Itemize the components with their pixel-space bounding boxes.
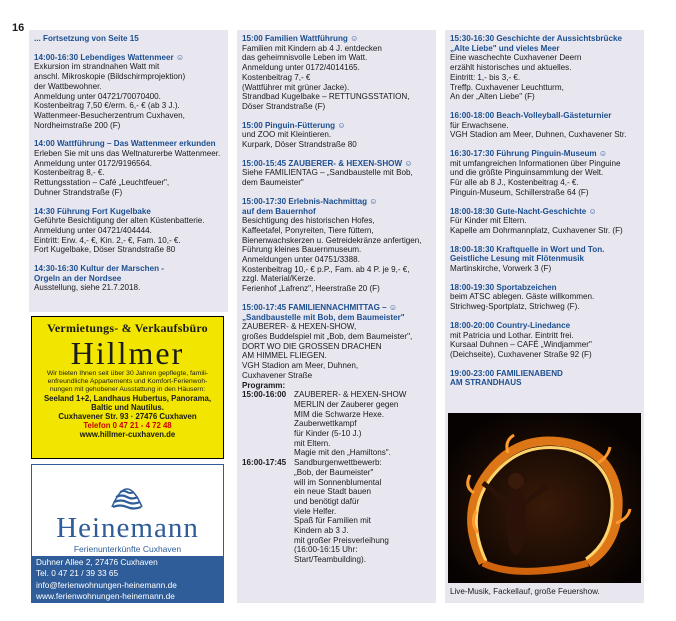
event-heading [34,264,223,274]
event-item [450,207,639,236]
hillmer-ad-title: Vermietungs- & Verkaufsbüro [47,321,208,335]
accessible-icon: ☺ [367,196,378,206]
heinemann-address: Duhner Allee 2, 27476 Cuxhaven [36,557,158,567]
program-line: mit großer Preisverleihung [294,535,389,545]
accessible-icon: ☺ [386,302,398,312]
event-text-line: Anmeldung unter 0172/4014165. [242,63,360,73]
event-heading [34,53,223,63]
accessible-icon: ☺ [335,120,346,130]
event-heading-line2: Geistliche Lesung mit Flötenmusik [450,254,585,264]
heinemann-web-link[interactable]: www.ferienwohnungen-heinemann.de [36,591,175,602]
accessible-icon: ☺ [347,34,359,43]
program-line: ein neue Stadt bauen [294,487,371,497]
event-item [242,159,431,188]
event-text-line: Geführte Besichtigung der alten Küstenbatterie. [34,216,205,226]
program-line: für Kinder (5-10 J.) [294,429,362,439]
program-line: Kindern ab 3 J. [294,526,349,536]
program-line: Start/Teambuilding). [294,555,366,565]
event-heading [242,34,431,44]
event-text-line: das geheimnisvolle Leben im Watt. [242,53,368,63]
program-line: mit Eltern. [294,438,331,448]
event-text-line: Besichtigung des historischen Hofes, [242,216,375,226]
hillmer-ad [31,316,224,459]
event-text-line: beim ATSC ablegen. Gäste willkommen. [450,292,595,302]
hillmer-ad-text [32,370,223,394]
hillmer-ad-name: Hillmer [70,335,185,371]
accessible-icon: ☺ [586,206,597,216]
event-heading-text: 14:00 Wattführung – Das Wattenmeer erkunden [34,139,216,149]
event-heading-text: 18:00-19:30 Sportabzeichen [450,282,557,292]
event-text-line: Kaffeetafel, Ponyreiten, Tiere füttern, [242,225,374,235]
event-text-line: Nordheimstraße 200 (F) [34,120,121,130]
event-text-line: und ZOO mit Kleintieren. [242,130,332,140]
event-text-line: dem Baumeister" [242,178,304,188]
program-line: (16:00-16:15 Uhr: [294,545,358,555]
event-heading [242,121,431,131]
event-heading [450,111,639,121]
event-text-line: Eine waschechte Cuxhavener Deern [450,53,582,63]
program-line: MERLIN der Zauberer gegen [294,399,399,409]
event-heading-text: 16:00-18:00 Beach-Volleyball-Gästeturnier [450,110,612,120]
event-text-line: Rettungsstation – Café „Leuchtfeuer", [34,178,170,188]
hillmer-address: Cuxhavener Str. 93 · 27476 Cuxhaven [58,412,197,421]
event-text-line: Kostenbeitrag 7,- € [242,72,311,82]
event-text-line: VGH Stadion am Meer, Duhnen, [242,361,359,371]
event-text-line: Kursaal Duhnen – CAFÉ „Windjammer" [450,340,592,350]
event-item [242,303,431,381]
event-heading [450,369,639,379]
photo-caption: Live-Musik, Fackellauf, große Feuershow. [450,587,600,596]
event-item [242,197,431,294]
event-item [450,111,639,140]
program-line: „Bob, der Baumeister" [294,467,374,477]
heinemann-contact [32,556,223,602]
event-heading-text: 14:30-16:30 Kultur der Marschen - [34,264,164,274]
event-text-line: Für Kinder mit Eltern. [450,216,527,226]
event-text-line: mit umfangreichen Informationen über Pinguine [450,158,621,168]
event-heading-text: 15:30-16:30 Geschichte der Aussichtsbrücke [450,34,622,43]
event-text-line: zzgl. Material/Kerze. [242,274,316,284]
program-line: und benötigt dafür [294,496,360,506]
event-text-line: Wattenmeer-Besucherzentrum Cuxhaven, [34,110,185,120]
event-heading-line2: „Alte Liebe" und vieles Meer [450,43,560,53]
event-heading [242,197,431,207]
event-text-line: (Wattführer mit grüner Jacke). [242,82,350,92]
hillmer-text-line: Wir bieten Ihnen seit über 30 Jahren gepflegte, famili- [46,370,209,377]
event-text-line: Cuxhavener Straße [242,370,313,380]
event-text-line: Eintritt: 1,- bis 3,- €. [450,72,521,82]
event-text-line: Führung kleines Bauernmuseum. [242,245,362,255]
event-text-line: Döser Strandstraße (F) [242,101,326,111]
event-text-line: Ferienhof „Lafrenz", Heerstraße 20 (F) [242,284,380,294]
program-time: 16:00-17:45 [242,458,287,468]
event-heading [450,245,639,255]
fire-show-image [448,413,641,583]
heinemann-phone: Tel. 0 47 21 / 39 33 65 [36,568,119,579]
fire-show-photo [448,413,641,583]
event-item [242,34,431,112]
program-row [242,458,431,565]
event-text-line: der Wattbewohner. [34,81,102,91]
event-heading [242,303,431,313]
event-text-line: Strandbad Kugelbake – RETTUNGSSTATION, [242,92,410,102]
event-text-line: Anmeldung unter 04721/70070400. [34,91,161,101]
event-heading-line2: AM STRANDHAUS [450,378,522,388]
event-heading-text: 15:00 Pinguin-Fütterung [242,120,336,130]
event-text-line: Anmeldung unter 0172/9196564. [34,158,152,168]
heinemann-subtitle: Ferienunterkünfte Cuxhaven [73,544,182,554]
program-description [294,458,431,565]
hillmer-text-line: enfreundliche Appartements und Komfort-Ferienwoh- [47,378,208,385]
event-heading [34,139,223,149]
event-heading [450,321,639,331]
event-text-line: AM HIMMEL FLIEGEN. [242,351,327,361]
program-line: viele Helfer. [294,506,337,516]
event-item [450,34,639,102]
event-text-line: Exkursion im strandnahen Watt mit [34,62,160,72]
heinemann-email-link[interactable]: info@ferienwohnungen-heinemann.de [36,579,177,590]
event-text-line: Anmeldungen unter 04751/3388. [242,255,360,265]
program-line: ZAUBERER- & HEXEN-SHOW [294,390,407,400]
event-text-line: Kostenbeitrag 8,- €. [34,168,105,178]
program-block [242,381,431,565]
event-item [34,53,223,131]
event-text-line: Eintritt: Erw. 4,- €, Kin. 2,- €, Fam. 10,- €. [34,235,181,245]
event-item [450,245,639,274]
event-text-line: Fort Kugelbake, Döser Strandstraße 80 [34,245,176,255]
column-1 [29,30,228,312]
program-line: Magie mit den „Hamiltons". [294,448,391,458]
event-heading [34,207,223,217]
event-item [34,207,223,256]
program-line: Sandburgenwettbewerb: [294,458,382,468]
event-text-line: Duhner Strandstraße (F) [34,187,123,197]
event-heading-text: 18:00-18:30 Gute-Nacht-Geschichte [450,206,587,216]
event-item [450,321,639,360]
event-item [242,121,431,150]
event-text-line: Siehe FAMILIENTAG – „Sandbaustelle mit Bob, [242,168,413,178]
hillmer-houses [32,394,223,412]
event-text-line: mit Patricia und Lothar. Eintritt frei. [450,330,574,340]
column-2 [237,30,436,603]
event-text-line: An der „Alten Liebe" (F) [450,92,535,102]
hillmer-houses-line: Seeland 1+2, Landhaus Hubertus, Panorama, [43,394,212,403]
event-heading [34,34,223,44]
event-text-line: Strichweg-Sportplatz, Strichweg (F). [450,302,580,312]
event-item [34,34,223,44]
event-text-line: Martinskirche, Vorwerk 3 (F) [450,264,552,274]
event-text-line: erzählt historisches und aktuelles. [450,63,572,73]
event-text-line: Kostenbeitrag 10,- € p.P., Fam. ab 4 P. je 9,- €, [242,264,410,274]
event-heading-text: 19:00-23:00 FAMILIENABEND [450,368,563,378]
hillmer-phone: Telefon 0 47 21 - 4 72 48 [83,421,172,430]
event-heading-text: 14:00-16:30 Lebendiges Wattenmeer [34,52,174,62]
program-time: 15:00-16:00 [242,390,287,400]
event-item [34,139,223,197]
event-heading-text: ... Fortsetzung von Seite 15 [34,34,139,43]
event-text-line: ZAUBERER- & HEXEN-SHOW, [242,322,357,332]
event-text-line: und die größte Pinguinsammlung der Welt. [450,168,604,178]
accessible-icon: ☺ [596,149,608,159]
event-text-line: Kurpark, Döser Strandstraße 80 [242,140,357,150]
heinemann-wave-logo [32,467,223,513]
event-item [450,369,639,388]
event-text-line: Anmeldung unter 04721/404444. [34,225,152,235]
program-label: Programm: [242,380,286,390]
event-heading-text: 15:00-17:30 Erlebnis-Nachmittag [242,196,368,206]
heinemann-name: Heinemann [56,512,199,544]
event-item [450,149,639,198]
program-line: will im Sonnenblumental [294,477,382,487]
event-text-line: Treffp. Cuxhavener Leuchtturm, [450,82,564,92]
event-text-line: (Deichseite), Cuxhavener Straße 92 (F) [450,349,592,359]
event-item [34,264,223,293]
event-text-line: Pinguin-Museum, Schillerstraße 64 (F) [450,187,589,197]
event-text-line: für Erwachsene. [450,120,509,130]
event-text-line: Ausstellung, siehe 21.7.2018. [34,283,141,293]
event-heading-line2: Orgeln an der Nordsee [34,273,122,283]
event-heading [450,34,639,44]
event-text-line: großes Buddelspiel mit „Bob, dem Baumeister", [242,331,413,341]
event-heading-text: 18:00-18:30 Kraftquelle in Wort und Ton. [450,244,605,254]
event-heading [450,283,639,293]
event-heading-text: 18:00-20:00 Country-Linedance [450,320,571,330]
event-text-line: Bienenwachskerzen u. Getreidekränze anfertigen, [242,235,422,245]
program-line: Spaß für Familien mit [294,516,371,526]
program-description [294,390,431,458]
event-text-line: Familien mit Kindern ab 4 J. entdecken [242,43,382,53]
event-text-line: DORT WO DIE GROSSEN DRACHEN [242,341,382,351]
program-line: Zauberwettkampf [294,419,357,429]
event-heading-text: 15:00-17:45 FAMILIENNACHMITTAG – [242,302,387,312]
event-heading-line2: „Sandbaustelle mit Bob, dem Baumeister" [242,312,405,322]
event-text-line: Für alle ab 8 J., Kostenbeitrag 4,- €. [450,178,579,188]
event-text-line: VGH Stadion am Meer, Duhnen, Cuxhavener Str. [450,130,627,140]
event-heading [450,149,639,159]
event-item [450,283,639,312]
heinemann-ad [31,464,224,603]
program-line: MIM die Schwarze Hexe. [294,409,384,419]
page-number: 16 [12,22,25,34]
accessible-icon: ☺ [402,158,413,168]
accessible-icon: ☺ [173,52,185,62]
event-heading-text: 16:30-17:30 Führung Pinguin-Museum [450,149,597,159]
event-text-line: anschl. Mikroskopie (Bildschirmprojektion) [34,72,186,82]
event-heading [450,207,639,217]
event-heading-line2: auf dem Bauernhof [242,206,316,216]
event-heading-text: 15:00 Familien Wattführung [242,34,348,43]
hillmer-web-link[interactable]: www.hillmer-cuxhaven.de [79,430,176,439]
program-row [242,390,431,458]
event-text-line: Erleben Sie mit uns das Weltnaturerbe Wattenmeer. [34,149,221,159]
hillmer-text-line: nungen mit gehobener Ausstattung in den Häusern: [49,386,206,393]
event-heading-text: 14:30 Führung Fort Kugelbake [34,206,151,216]
event-heading-text: 15:00-15:45 ZAUBERER- & HEXEN-SHOW [242,158,403,168]
hillmer-houses-line: Baltic und Nautilus. [91,403,164,412]
event-text-line: Kapelle am Dohrmannplatz, Cuxhavener Str. (F) [450,225,623,235]
event-heading [242,159,431,169]
event-text-line: Kostenbeitrag 7,50 €/erm. 6,- € (ab 3 J.). [34,101,180,111]
